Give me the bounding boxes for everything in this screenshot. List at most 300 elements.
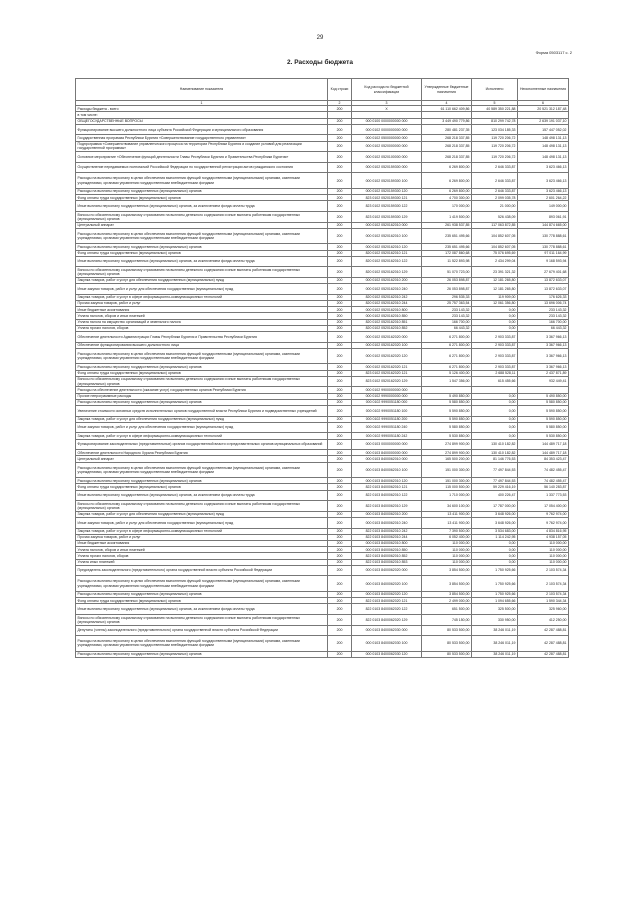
- row-classification: 000 0100 0000000000 000: [352, 118, 422, 124]
- column-index: 1: [76, 101, 328, 106]
- table-row: [76, 651, 569, 657]
- row-name: Расходы на выплаты персоналу в целях обеспечения выполнения функций государственными (муниципальными) органами, казенными учреждениями, органами управления государственными внебюджетными фондами: [76, 576, 328, 592]
- row-code: 200: [328, 364, 352, 370]
- row-classification: 000 0102 0520162020 100: [352, 342, 422, 348]
- row-executed: 23 391 321,32: [472, 267, 518, 278]
- row-classification: 820 0102 0520162010 851: [352, 319, 422, 325]
- row-approved: 233 143,32: [422, 307, 472, 313]
- row-approved: 170 000,00: [422, 201, 472, 212]
- row-executed: 1 094 655,66: [472, 598, 518, 604]
- table-row: [76, 162, 569, 173]
- row-unexecuted: 149 000,00: [518, 201, 569, 212]
- row-approved: 235 651 495,66: [422, 228, 472, 244]
- row-name: Иные бюджетные ассигнования: [76, 307, 328, 313]
- row-approved: 80 533 500,00: [422, 625, 472, 636]
- row-classification: 820 0102 0520162010 129: [352, 267, 422, 278]
- row-approved: 5 580 850,00: [422, 399, 472, 405]
- row-executed: 615 455,66: [472, 376, 518, 387]
- row-unexecuted: 5 580 850,00: [518, 422, 569, 433]
- row-name: Взносы по обязательному социальному страхованию на выплаты денежного содержания и иные выплаты работникам государственных (муниципальных) органов: [76, 614, 328, 625]
- row-code: 200: [328, 313, 352, 319]
- row-name: Расходы на выплаты персоналу в целях обеспечения выполнения функций государственными (муниципальными) органами, казенными учреждениями, органами управления государственными внебюджетными фондами: [76, 636, 328, 652]
- row-classification: 000 0103 0000000000 000: [352, 439, 422, 450]
- row-code: 200: [328, 307, 352, 313]
- row-name: Иные выплаты персоналу государственных (муниципальных) органов, за исключением фонда оплаты труда: [76, 490, 328, 501]
- row-executed: 130 410 182,82: [472, 439, 518, 450]
- row-unexecuted: 74 482 455,47: [518, 462, 569, 478]
- row-approved: 274 899 900,00: [422, 450, 472, 456]
- row-name: Центральный аппарат: [76, 222, 328, 228]
- row-name: Функционирование законодательных (представительных) органов государственной власти и представительных органов муниципальных образований: [76, 439, 328, 450]
- row-classification: 000 0103 8400062010 100: [352, 462, 422, 478]
- row-code: 200: [328, 393, 352, 399]
- row-name: Основное мероприятие «Обеспечение функций деятельности Главы Республики Бурятия и Правительства Республики Бурятия»: [76, 152, 328, 163]
- row-code: 200: [328, 228, 352, 244]
- row-code: 200: [328, 124, 352, 135]
- header-code: Код строки: [328, 79, 352, 101]
- row-classification: 822 0103 8400062010 122: [352, 490, 422, 501]
- row-code: 200: [328, 528, 352, 534]
- row-classification: 000 0102 0520162010 200: [352, 277, 422, 283]
- row-approved: 745 150,00: [422, 614, 472, 625]
- row-code: 200: [328, 250, 352, 256]
- row-approved: 3 854 500,00: [422, 565, 472, 576]
- row-classification: 820 0102 0520162010 852: [352, 325, 422, 331]
- row-approved: 268 218 337,85: [422, 152, 472, 163]
- row-name: Иные закупки товаров, работ и услуг для обеспечения государственных (муниципальных) нужд: [76, 517, 328, 528]
- row-name: Осуществление передаваемых полномочий Российской Федерации по государственной регистрации актов гражданского состояния: [76, 162, 328, 173]
- row-approved: 1 547 356,00: [422, 376, 472, 387]
- row-classification: 000 0102 0520162020 000: [352, 331, 422, 342]
- row-executed: 38 246 011,19: [472, 636, 518, 652]
- row-code: 200: [328, 399, 352, 405]
- row-executed: 75 076 695,69: [472, 250, 518, 256]
- header-approved: Утвержденные бюджетные назначения: [422, 79, 472, 101]
- row-unexecuted: 2 103 574,34: [518, 591, 569, 597]
- table-row: [76, 517, 569, 528]
- row-approved: 166 700,00: [422, 319, 472, 325]
- row-name: Прочая закупка товаров, работ и услуг: [76, 534, 328, 540]
- row-unexecuted: 4 834 816,95: [518, 528, 569, 534]
- row-name: Уплата налогов, сборов и иных платежей: [76, 547, 328, 553]
- row-approved: 7 390 500,00: [422, 528, 472, 534]
- table-row: [76, 490, 569, 501]
- row-unexecuted: 932 449,41: [518, 376, 569, 387]
- row-classification: 000 0103 8400000000 000: [352, 450, 422, 456]
- row-unexecuted: 56 140 283,87: [518, 484, 569, 490]
- row-classification: 000 0102 0520100000 000: [352, 152, 422, 163]
- row-name: Уплата налога на имущество организаций и земельного налога: [76, 319, 328, 325]
- row-code: 200: [328, 370, 352, 376]
- row-approved: 274 899 900,00: [422, 439, 472, 450]
- row-approved: 165 500 200,00: [422, 456, 472, 462]
- row-classification: 823 0102 0520159300 122: [352, 201, 422, 212]
- row-executed: 0,00: [472, 319, 518, 325]
- row-name: Иные выплаты персоналу государственных (муниципальных) органов, за исключением фонда оплаты труда: [76, 201, 328, 212]
- row-executed: 1 114 242,95: [472, 534, 518, 540]
- table-row: [76, 462, 569, 478]
- table-row: [76, 376, 569, 387]
- row-executed: 81 146 776,53: [472, 456, 518, 462]
- row-approved: 11 522 893,98: [422, 256, 472, 267]
- row-approved: 110 000,00: [422, 559, 472, 565]
- row-executed: 38 246 011,19: [472, 651, 518, 657]
- row-unexecuted: 42 287 488,81: [518, 651, 569, 657]
- table-row: [76, 576, 569, 592]
- row-unexecuted: 5 590 850,00: [518, 405, 569, 416]
- row-name: Расходы бюджета - всего: [76, 106, 328, 112]
- row-executed: 0,00: [472, 399, 518, 405]
- row-unexecuted: 893 061,91: [518, 211, 569, 222]
- row-code: 200: [328, 462, 352, 478]
- row-executed: 2 903 333,87: [472, 342, 518, 348]
- row-unexecuted: 17 054 400,00: [518, 501, 569, 512]
- row-executed: 0,00: [472, 559, 518, 565]
- table-row: [76, 267, 569, 278]
- row-unexecuted: 27 679 401,68: [518, 267, 569, 278]
- row-approved: 6 269 800,00: [422, 162, 472, 173]
- row-code: 200: [328, 450, 352, 456]
- row-executed: 0,00: [472, 540, 518, 546]
- row-name: Взносы по обязательному социальному страхованию на выплаты денежного содержания и иные выплаты работникам государственных (муниципальных) органов: [76, 211, 328, 222]
- row-name: Фонд оплаты труда государственных (муниципальных) органов: [76, 370, 328, 376]
- row-unexecuted: 148 498 131,13: [518, 141, 569, 152]
- row-name: ОБЩЕГОСУДАРСТВЕННЫЕ ВОПРОСЫ: [76, 118, 328, 124]
- row-name: Расходы на выплаты персоналу государственных (муниципальных) органов: [76, 364, 328, 370]
- row-classification: 000 0102 0520159300 120: [352, 188, 422, 194]
- row-classification: X: [352, 106, 422, 112]
- row-classification: 823 0102 0520162020 121: [352, 370, 422, 376]
- row-executed: 2 903 333,87: [472, 364, 518, 370]
- row-approved: 51 070 723,00: [422, 267, 472, 278]
- row-approved: 5 590 850,00: [422, 405, 472, 416]
- row-executed: 123 034 185,33: [472, 124, 518, 135]
- row-unexecuted: 233 143,32: [518, 313, 569, 319]
- table-row: [76, 152, 569, 163]
- row-executed: 2 646 333,87: [472, 162, 518, 173]
- row-unexecuted: 2 437 871,89: [518, 370, 569, 376]
- row-unexecuted: 144 489 717,18: [518, 450, 569, 456]
- row-approved: 3 449 490 779,86: [422, 118, 472, 124]
- row-classification: 000 0103 8400062010 120: [352, 478, 422, 484]
- row-name: Закупка товаров, работ и услуг для обеспечения государственных (муниципальных) нужд: [76, 511, 328, 517]
- row-executed: 59 229 416,19: [472, 484, 518, 490]
- row-executed: 0,00: [472, 416, 518, 422]
- row-name: Председатель законодательного (представительного) органа государственной власти субъекта Российской Федерации: [76, 565, 328, 576]
- row-classification: 822 0103 8400062010 242: [352, 528, 422, 534]
- table-row: [76, 284, 569, 295]
- row-unexecuted: 130 778 888,61: [518, 228, 569, 244]
- row-executed: 12 061 356,80: [472, 300, 518, 306]
- row-code: 200: [328, 604, 352, 615]
- row-name: Расходы на выплаты персоналу государственных (муниципальных) органов: [76, 244, 328, 250]
- row-unexecuted: 66 443,32: [518, 325, 569, 331]
- row-name: Фонд оплаты труда государственных (муниципальных) органов: [76, 250, 328, 256]
- row-code: 200: [328, 517, 352, 528]
- row-name: Уплата налогов, сборов и иных платежей: [76, 313, 328, 319]
- row-executed: 0,00: [472, 405, 518, 416]
- row-classification: 822 0103 8400062020 121: [352, 598, 422, 604]
- row-classification: 820 0102 0520162010 244: [352, 300, 422, 306]
- row-code: 200: [328, 591, 352, 597]
- row-executed: 3 648 926,00: [472, 517, 518, 528]
- row-executed: 526 438,09: [472, 211, 518, 222]
- row-executed: 130 410 182,82: [472, 450, 518, 456]
- row-classification: 000 0103 8400062020 120: [352, 591, 422, 597]
- row-unexecuted: 325 960,00: [518, 604, 569, 615]
- row-executed: 400 226,47: [472, 490, 518, 501]
- table-row: [76, 604, 569, 615]
- row-classification: 000 0102 0520162010 850: [352, 313, 422, 319]
- row-classification: 000 0102 9990000000 000: [352, 393, 422, 399]
- row-approved: 26 053 898,87: [422, 284, 472, 295]
- header-executed: Исполнено: [472, 79, 518, 101]
- row-name: Расходы на выплаты персоналу государственных (муниципальных) органов: [76, 591, 328, 597]
- row-name: Уплата прочих налогов, сборов: [76, 553, 328, 559]
- row-code: 200: [328, 195, 352, 201]
- row-name: Прочие непрограммные расходы: [76, 393, 328, 399]
- row-classification: 000 0102 0520162010 240: [352, 284, 422, 295]
- table-row: [76, 211, 569, 222]
- row-code: 200: [328, 294, 352, 300]
- row-unexecuted: 9 762 974,00: [518, 517, 569, 528]
- row-code: 200: [328, 540, 352, 546]
- row-name: Расходы на выплаты персоналу государственных (муниципальных) органов: [76, 478, 328, 484]
- table-row: [76, 422, 569, 433]
- row-executed: 2 646 333,87: [472, 173, 518, 189]
- row-approved: 26 053 898,87: [422, 277, 472, 283]
- row-code: 200: [328, 325, 352, 331]
- row-code: 200: [328, 501, 352, 512]
- row-name: Расходы на обеспечение деятельности (оказание услуг) государственных органов Республики Бурятия: [76, 387, 328, 393]
- row-name: Фонд оплаты труда государственных (муниципальных) органов: [76, 598, 328, 604]
- row-unexecuted: 42 287 488,81: [518, 636, 569, 652]
- row-unexecuted: 1 590 344,34: [518, 598, 569, 604]
- table-row: [76, 501, 569, 512]
- row-classification: 820 0102 0520162010 121: [352, 250, 422, 256]
- row-approved: 5 126 400,00: [422, 370, 472, 376]
- row-unexecuted: 5 490 850,00: [518, 393, 569, 399]
- row-approved: 151 000 300,00: [422, 478, 472, 484]
- row-unexecuted: 110 000,00: [518, 540, 569, 546]
- row-approved: 34 600 100,00: [422, 501, 472, 512]
- row-classification: 822 0103 8400062010 121: [352, 484, 422, 490]
- row-classification: 823 0102 0520159300 129: [352, 211, 422, 222]
- row-approved: 110 000,00: [422, 547, 472, 553]
- row-name: Расходы на выплаты персоналу в целях обеспечения выполнения функций государственными (муниципальными) органами, казенными учреждениями, органами управления государственными внебюджетными фондами: [76, 462, 328, 478]
- row-approved: 268 218 337,85: [422, 141, 472, 152]
- row-approved: 280 481 237,35: [422, 124, 472, 135]
- row-code: 200: [328, 439, 352, 450]
- row-classification: 823 0102 0520162020 129: [352, 376, 422, 387]
- row-approved: 110 000,00: [422, 540, 472, 546]
- row-unexecuted: 233 143,32: [518, 307, 569, 313]
- row-code: 200: [328, 576, 352, 592]
- row-executed: 40 589 350 221,88: [472, 106, 518, 112]
- row-approved: 1 419 500,00: [422, 211, 472, 222]
- row-unexecuted: 3 623 466,13: [518, 173, 569, 189]
- row-approved: 2 499 000,00: [422, 598, 472, 604]
- row-approved: 66 443,32: [422, 325, 472, 331]
- row-approved: 80 533 500,00: [422, 636, 472, 652]
- row-executed: 0,00: [472, 422, 518, 433]
- section-title: 2. Расходы бюджета: [287, 59, 353, 66]
- row-name: Закупка товаров, работ и услуг для обеспечения государственных (муниципальных) нужд: [76, 416, 328, 422]
- row-executed: 2 903 333,87: [472, 348, 518, 364]
- table-row: [76, 348, 569, 364]
- header-name: Наименование показателя: [76, 79, 328, 101]
- row-executed: 0,00: [472, 547, 518, 553]
- row-executed: 2 688 528,11: [472, 370, 518, 376]
- table-row: [76, 228, 569, 244]
- row-classification: 000 0103 8400062020 100: [352, 576, 422, 592]
- row-approved: 6 271 800,00: [422, 342, 472, 348]
- row-name: Взносы по обязательному социальному страхованию на выплаты денежного содержания и иные выплаты работникам государственных (муниципальных) органов: [76, 376, 328, 387]
- row-code: 200: [328, 478, 352, 484]
- row-code: 200: [328, 405, 352, 416]
- row-code: 200: [328, 267, 352, 278]
- row-unexecuted: 110 000,00: [518, 547, 569, 553]
- row-approved: 151 000 300,00: [422, 462, 472, 478]
- row-unexecuted: 1 337 773,53: [518, 490, 569, 501]
- row-code: 200: [328, 211, 352, 222]
- row-name: Прочая закупка товаров, работ и услуг: [76, 300, 328, 306]
- row-code: 200: [328, 387, 352, 393]
- row-executed: 21 000,00: [472, 201, 518, 212]
- row-classification: 000 0102 0520159300 100: [352, 173, 422, 189]
- row-executed: 3 648 926,00: [472, 511, 518, 517]
- row-executed: 0,00: [472, 313, 518, 319]
- row-code: 200: [328, 201, 352, 212]
- column-index: 5: [472, 101, 518, 106]
- row-code: 200: [328, 118, 352, 124]
- row-unexecuted: 13 696 006,74: [518, 300, 569, 306]
- row-classification: 000 0103 8400062010 200: [352, 511, 422, 517]
- row-approved: 235 651 495,66: [422, 244, 472, 250]
- row-code: 200: [328, 553, 352, 559]
- row-classification: 000 0102 9990051180 240: [352, 422, 422, 433]
- row-approved: 651 500,00: [422, 604, 472, 615]
- row-code: 200: [328, 422, 352, 433]
- row-name: Расходы на выплаты персоналу государственных (муниципальных) органов: [76, 399, 328, 405]
- row-name: Уплата иных платежей: [76, 559, 328, 565]
- row-name: Функционирование высшего должностного лица субъекта Российской Федерации и муниципального образования: [76, 124, 328, 135]
- row-approved: 5 590 850,00: [422, 416, 472, 422]
- row-name: Взносы по обязательному социальному страхованию на выплаты денежного содержания и иные выплаты работникам государственных (муниципальных) органов: [76, 501, 328, 512]
- row-classification: 000 0103 8400062010 240: [352, 517, 422, 528]
- row-executed: 2 099 035,78: [472, 195, 518, 201]
- row-name: Иные закупки товаров, работ и услуг для обеспечения государственных (муниципальных) нужд: [76, 422, 328, 433]
- row-approved: 5 530 850,00: [422, 433, 472, 439]
- row-code: 200: [328, 456, 352, 462]
- row-classification: 000 0102 9990051180 242: [352, 433, 422, 439]
- header-unexecuted: Неисполненные назначения: [518, 79, 569, 101]
- row-name: Центральный аппарат: [76, 456, 328, 462]
- row-code: 200: [328, 376, 352, 387]
- row-unexecuted: 148 498 131,13: [518, 135, 569, 141]
- row-classification: 822 0103 8400062020 122: [352, 604, 422, 615]
- row-classification: 822 0103 8400062010 852: [352, 553, 422, 559]
- row-unexecuted: 110 000,00: [518, 553, 569, 559]
- row-unexecuted: 144 489 717,18: [518, 439, 569, 450]
- row-classification: 000 0103 8400062010 000: [352, 456, 422, 462]
- row-classification: 000 0102 9990051180 000: [352, 399, 422, 405]
- row-approved: 6 269 800,00: [422, 188, 472, 194]
- row-executed: 2 903 333,87: [472, 331, 518, 342]
- row-approved: 25 757 363,54: [422, 300, 472, 306]
- row-classification: 000 0102 9990051180 200: [352, 416, 422, 422]
- row-executed: 119 720 206,72: [472, 152, 518, 163]
- row-classification: 000 0102 0520162020 121: [352, 364, 422, 370]
- row-approved: 13 411 900,00: [422, 511, 472, 517]
- row-classification: 822 0103 8400062010 129: [352, 501, 422, 512]
- row-code: 200: [328, 625, 352, 636]
- header-classification: Код расхода по бюджетной классификации: [352, 79, 422, 101]
- table-row: [76, 141, 569, 152]
- row-code: 200: [328, 244, 352, 250]
- row-approved: 172 087 860,68: [422, 250, 472, 256]
- row-executed: 117 063 872,85: [472, 222, 518, 228]
- row-classification: 000 0103 8400062020 000: [352, 565, 422, 576]
- row-approved: 6 271 800,00: [422, 348, 472, 364]
- row-classification: 000 0103 8400062010 850: [352, 547, 422, 553]
- column-index: 6: [518, 101, 569, 106]
- row-code: 200: [328, 222, 352, 228]
- row-executed: 77 497 844,53: [472, 478, 518, 484]
- row-classification: 823 0102 0520159300 121: [352, 195, 422, 201]
- row-executed: 330 950,00: [472, 614, 518, 625]
- row-approved: 6 271 800,00: [422, 331, 472, 342]
- row-executed: 38 246 011,19: [472, 625, 518, 636]
- row-name: Обеспечение деятельности Народного Хурала Республики Бурятия: [76, 450, 328, 456]
- row-executed: 17 787 000,00: [472, 501, 518, 512]
- row-unexecuted: 42 287 488,81: [518, 625, 569, 636]
- row-name: Государственная программа Республики Бурятия «Совершенствование государственного управления»: [76, 135, 328, 141]
- row-code: 200: [328, 152, 352, 163]
- row-code: 200: [328, 511, 352, 517]
- row-name: Закупка товаров, работ и услуг в сфере информационно-коммуникационных технологий: [76, 433, 328, 439]
- row-executed: 1 750 925,66: [472, 576, 518, 592]
- row-code: 200: [328, 173, 352, 189]
- row-unexecuted: 3 367 966,13: [518, 331, 569, 342]
- table-row: [76, 173, 569, 189]
- row-code: 200: [328, 342, 352, 348]
- row-classification: 000 0102 0520162010 000: [352, 222, 422, 228]
- row-executed: 0,00: [472, 325, 518, 331]
- row-approved: 6 269 800,00: [422, 173, 472, 189]
- table-row: [76, 625, 569, 636]
- table-row: [76, 405, 569, 416]
- row-unexecuted: 157 447 052,02: [518, 124, 569, 135]
- row-name: Увеличение стоимости основных средств исполнительных органов государственной власти Республики Бурятия и подведомственных учреждений: [76, 405, 328, 416]
- row-executed: 12 181 265,80: [472, 284, 518, 295]
- row-unexecuted: 5 580 850,00: [518, 399, 569, 405]
- row-executed: 0,00: [472, 433, 518, 439]
- row-classification: 822 0103 8400062010 244: [352, 534, 422, 540]
- row-unexecuted: 4 938 157,05: [518, 534, 569, 540]
- row-name: Расходы на выплаты персоналу государственных (муниципальных) органов: [76, 188, 328, 194]
- row-classification: 000 0102 0520162010 100: [352, 228, 422, 244]
- row-unexecuted: 84 353 423,47: [518, 456, 569, 462]
- row-code: 200: [328, 162, 352, 173]
- row-unexecuted: 9 762 974,00: [518, 511, 569, 517]
- row-executed: 0,00: [472, 393, 518, 399]
- row-executed: 2 646 333,87: [472, 188, 518, 194]
- row-unexecuted: 9 168 593,94: [518, 256, 569, 267]
- row-code: 200: [328, 636, 352, 652]
- expenses-table: [75, 78, 569, 658]
- row-approved: 233 143,32: [422, 313, 472, 319]
